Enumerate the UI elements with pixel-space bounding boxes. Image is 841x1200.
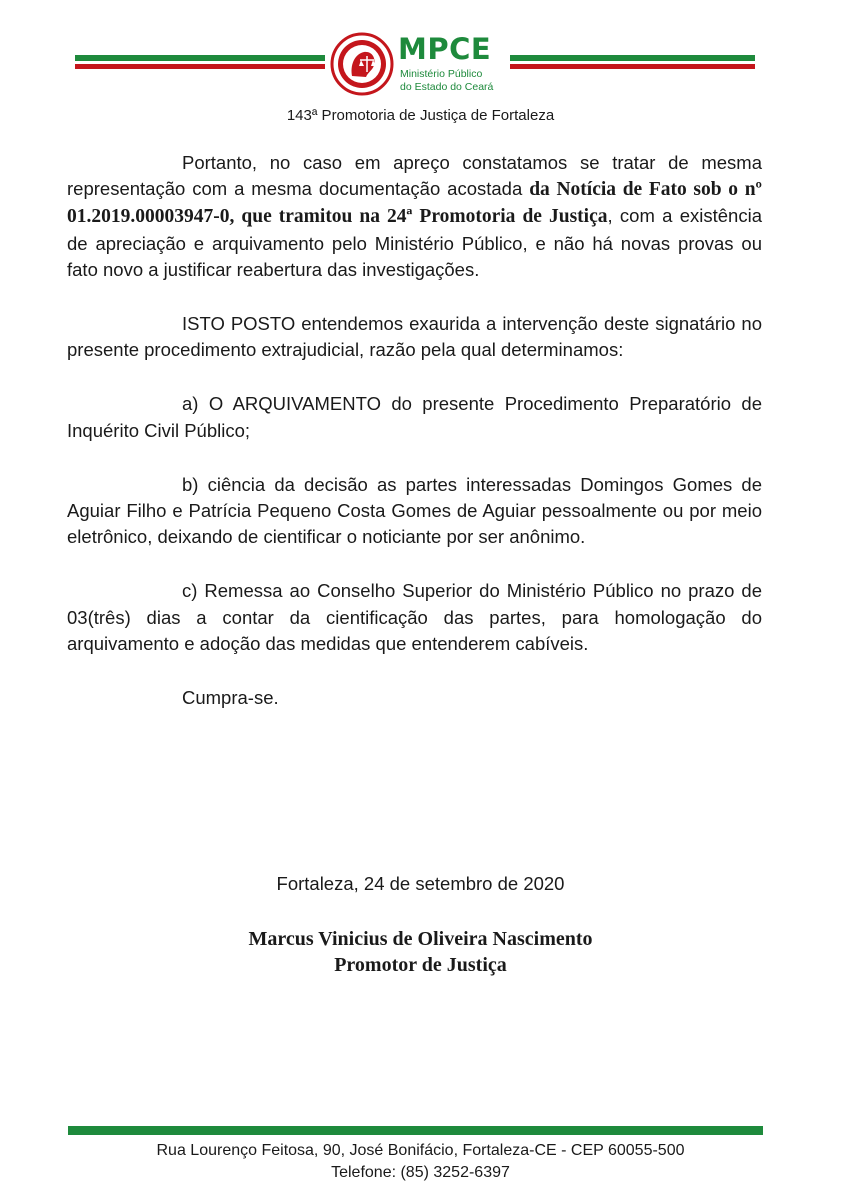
- signer-name: Marcus Vinicius de Oliveira Nascimento: [248, 928, 593, 950]
- document-body: [67, 150, 762, 739]
- logo-subtitle-line2: do Estado do Ceará: [400, 81, 494, 93]
- signature-block: [0, 926, 841, 978]
- mpce-emblem-icon: [330, 32, 394, 96]
- header-stripe-left: [75, 55, 325, 69]
- mpce-logo: [330, 32, 510, 98]
- header-stripe-right: [510, 55, 755, 69]
- closing-cumpra-se: Cumpra-se.: [182, 687, 279, 709]
- footer-address: Rua Lourenço Feitosa, 90, José Bonifácio, Fortaleza-CE - CEP 60055-500: [156, 1142, 685, 1159]
- footer-phone: Telefone: (85) 3252-6397: [331, 1164, 510, 1181]
- logo-title: MPCE: [398, 32, 492, 66]
- page-header: [0, 20, 841, 100]
- paragraph-portanto-text-b: , com a existência de apreciação e arquivamento pelo Ministério Público, e não há novas provas ou fato novo a justificar reabertura das investigações.: [67, 205, 762, 280]
- logo-subtitle-line1: Ministério Público: [400, 68, 483, 80]
- paragraph-portanto-text-a: Portanto, no caso em apreço constatamos se tratar de mesma representação com a mesma documentação acostada: [67, 152, 762, 200]
- item-c: c) Remessa ao Conselho Superior do Ministério Público no prazo de 03(três) dias a contar da cientificação das partes, para homologação do arquivamento e adoção das medidas que entenderem cabíveis.: [67, 580, 762, 654]
- document-date: Fortaleza, 24 de setembro de 2020: [276, 873, 565, 894]
- paragraph-portanto-bold: da Notícia de Fato sob o nº 01.2019.00003947-0, que tramitou na 24ª Promotoria de Justiça: [67, 179, 762, 228]
- logo-subtitle: [400, 68, 493, 94]
- item-b: b) ciência da decisão as partes interessadas Domingos Gomes de Aguiar Filho e Patrícia Pequeno Costa Gomes de Aguiar pessoalmente ou por meio eletrônico, deixando de cientificar o noticiante por ser anônimo.: [67, 473, 762, 548]
- item-a: a) O ARQUIVAMENTO do presente Procedimento Preparatório de Inquérito Civil Público;: [67, 393, 762, 441]
- promotoria-heading: 143ª Promotoria de Justiça de Fortaleza: [286, 107, 555, 124]
- paragraph-isto-posto: ISTO POSTO entendemos exaurida a intervenção deste signatário no presente procedimento extrajudicial, razão pela qual determinamos:: [67, 313, 762, 361]
- footer-divider: [68, 1126, 763, 1135]
- page-footer: [0, 1140, 841, 1184]
- paragraph-portanto: [67, 150, 762, 283]
- signer-title: Promotor de Justiça: [334, 954, 507, 976]
